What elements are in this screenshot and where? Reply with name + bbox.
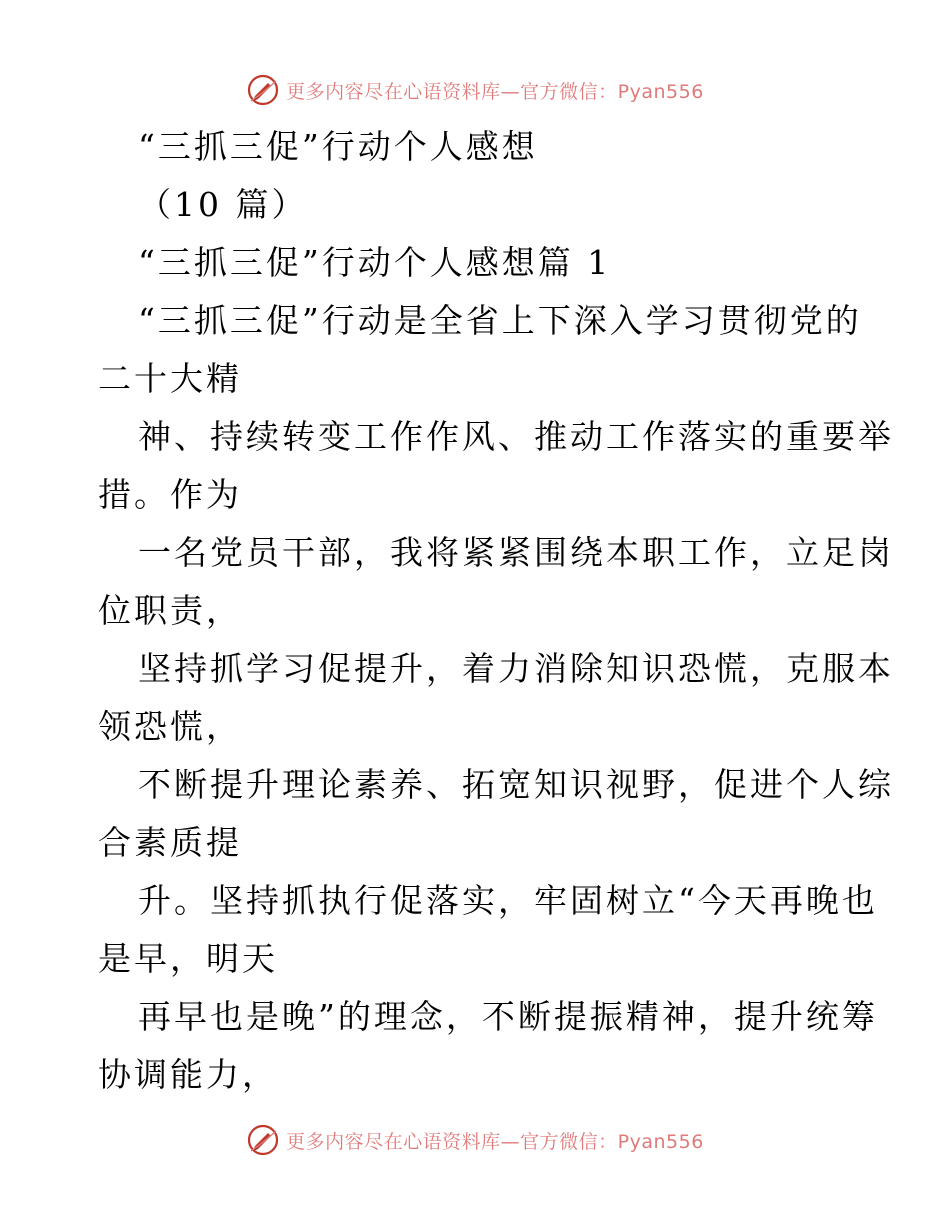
paragraph-line: 合素质提	[98, 823, 242, 862]
document-body	[98, 118, 894, 1104]
paragraph-line: 再早也是晚”的理念，不断提振精神，提升统筹	[138, 997, 878, 1036]
header-watermark	[0, 70, 950, 110]
paragraph-line: 协调能力，	[98, 1055, 278, 1094]
paragraph-line: 二十大精	[98, 359, 242, 398]
paragraph-line: 升。坚持抓执行促落实，牢固树立“今天再晚也	[138, 881, 878, 920]
paragraph-line: 位职责，	[98, 591, 242, 630]
pen-logo-icon	[246, 1123, 280, 1157]
paragraph-line: 领恐慌，	[98, 707, 242, 746]
paragraph-line: 一名党员干部，我将紧紧围绕本职工作，立足岗	[138, 533, 894, 572]
paragraph-line: 是早，明天	[98, 939, 278, 978]
document-subtitle: （10 篇）	[138, 185, 308, 224]
paragraph-line: 坚持抓学习促提升，着力消除知识恐慌，克服本	[138, 649, 894, 688]
footer-watermark	[0, 1120, 950, 1160]
pen-logo-icon	[246, 73, 280, 107]
paragraph-line: 神、持续转变工作作风、推动工作落实的重要举	[138, 417, 894, 456]
document-title: “三抓三促”行动个人感想	[138, 127, 538, 166]
banner-text: 更多内容尽在心语资料库—官方微信：Pyan556	[286, 80, 704, 103]
paragraph-line: 措。作为	[98, 475, 242, 514]
section-heading: “三抓三促”行动个人感想篇 1	[138, 243, 612, 282]
banner-text: 更多内容尽在心语资料库—官方微信：Pyan556	[286, 1130, 704, 1153]
paragraph-line: 不断提升理论素养、拓宽知识视野，促进个人综	[138, 765, 894, 804]
paragraph-line: “三抓三促”行动是全省上下深入学习贯彻党的	[138, 301, 862, 340]
